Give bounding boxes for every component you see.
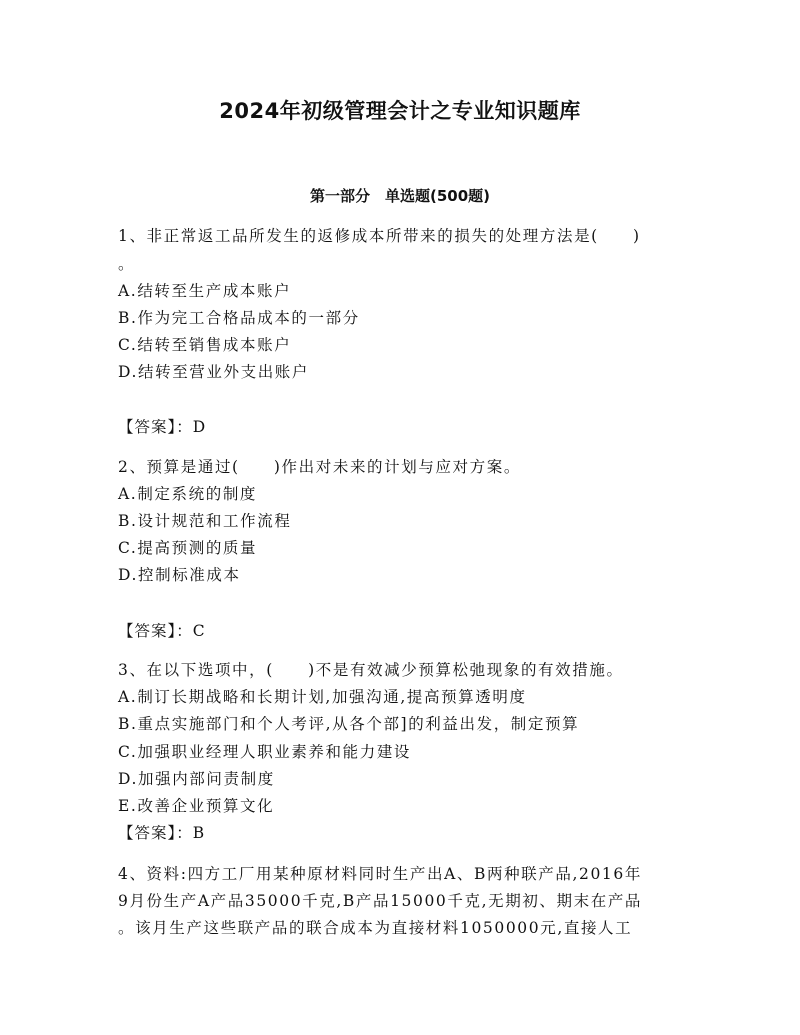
- question-1-stem-line-2: 。: [118, 255, 136, 273]
- question-2-stem-line-1: 2、预算是通过( )作出对未来的计划与应对方案。: [118, 458, 521, 476]
- question-4-stem-line-2: 9月份生产A产品35000千克,B产品15000千克,无期初、期末在产品: [118, 892, 643, 910]
- question-4-stem-line-3: 。该月生产这些联产品的联合成本为直接材料1050000元,直接人工: [118, 919, 633, 937]
- question-2-answer: 【答案】：C: [118, 622, 206, 640]
- document-title: 2024年初级管理会计之专业知识题库: [219, 99, 581, 123]
- question-1-answer: 【答案】：D: [118, 418, 207, 436]
- section-title: 第一部分 单选题(500题): [309, 187, 491, 205]
- question-3-answer: 【答案】：B: [118, 824, 206, 842]
- question-2-option-a: A.制定系统的制度: [118, 485, 258, 503]
- question-4-stem-line-1: 4、资料:四方工厂用某种原材料同时生产出A、B两种联产品,2016年: [118, 865, 642, 883]
- question-3-option-a: A.制订长期战略和长期计划,加强沟通,提高预算透明度: [118, 688, 527, 706]
- question-1-option-a: A.结转至生产成本账户: [118, 282, 292, 300]
- question-1-option-d: D.结转至营业外支出账户: [118, 363, 310, 381]
- question-3-option-b: B.重点实施部门和个人考评,从各个部]的利益出发，制定预算: [118, 715, 580, 733]
- question-2-option-c: C.提高预测的质量: [118, 539, 258, 557]
- question-1-option-c: C.结转至销售成本账户: [118, 336, 292, 354]
- question-1-option-b: B.作为完工合格品成本的一部分: [118, 309, 360, 327]
- question-3-stem-line-1: 3、在以下选项中，( )不是有效减少预算松弛现象的有效措施。: [118, 661, 624, 679]
- question-3-option-e: E.改善企业预算文化: [118, 797, 275, 815]
- question-2-option-d: D.控制标准成本: [118, 566, 241, 584]
- question-3-option-d: D.加强内部问责制度: [118, 770, 275, 788]
- question-2-option-b: B.设计规范和工作流程: [118, 512, 292, 530]
- question-1-stem-line-1: 1、非正常返工品所发生的返修成本所带来的损失的处理方法是( ): [118, 227, 641, 245]
- question-3-option-c: C.加强职业经理人职业素养和能力建设: [118, 743, 412, 761]
